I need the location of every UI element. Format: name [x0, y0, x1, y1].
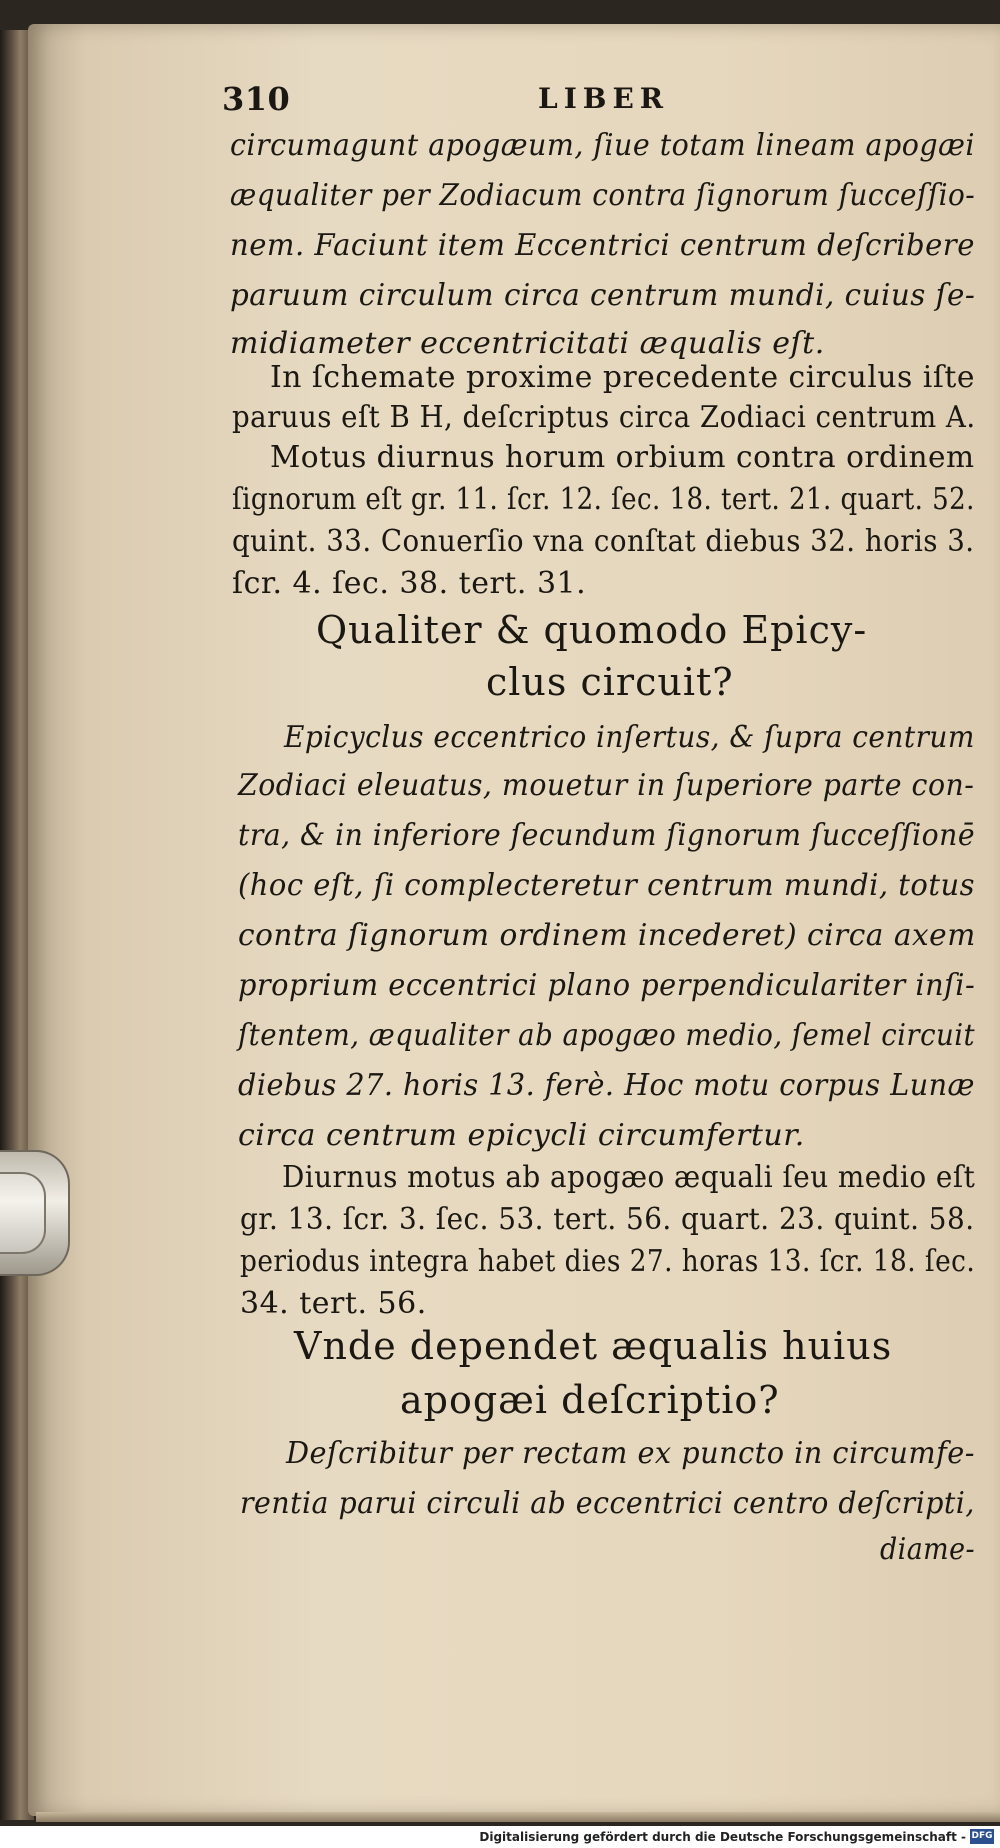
text-line: contra ſignorum ordinem incederet) circa axem: [238, 918, 976, 953]
section-heading: Vnde dependet æqualis huius: [294, 1324, 893, 1368]
section-heading: apogæi deſcriptio?: [400, 1378, 780, 1422]
text-line: 34. tert. 56.: [240, 1286, 427, 1321]
text-line: rentia parui circuli ab eccentrici centro deſcripti,: [240, 1486, 975, 1521]
text-line: quint. 33. Conuerſio vna conſtat diebus 32. horis 3.: [232, 524, 975, 559]
section-heading: Qualiter & quomodo Epicy-: [316, 608, 868, 652]
text-line: tra, & in inferiore ſecundum ſignorum ſucceſſionē: [238, 818, 976, 853]
text-line: gr. 13. ſcr. 3. ſec. 53. tert. 56. quart. 23. quint. 58.: [240, 1202, 975, 1237]
text-line: circa centrum epicycli circumfertur.: [238, 1118, 805, 1153]
text-line: proprium eccentrici plano perpendiculariter inſi-: [238, 968, 976, 1003]
text-line: Motus diurnus horum orbium contra ordinem: [270, 440, 975, 475]
text-line: Deſcribitur per rectam ex puncto in circumfe-: [286, 1436, 975, 1471]
text-line: periodus integra habet dies 27. horas 13. ſcr. 18. ſec.: [240, 1244, 976, 1279]
text-line: paruum circulum circa centrum mundi, cuius ſe-: [230, 278, 976, 313]
text-line: circumagunt apogæum, ſiue totam lineam apogæi: [230, 128, 975, 163]
text-line: Diurnus motus ab apogæo æquali ſeu medio eſt: [282, 1160, 976, 1195]
text-line: diebus 27. horis 13. ferè. Hoc motu corpus Lunæ: [238, 1068, 975, 1103]
digitization-credit: Digitalisierung gefördert durch die Deutsche Forschungsgemeinschaft -: [479, 1830, 966, 1844]
text-line: nem. Faciunt item Eccentrici centrum deſcribere: [230, 228, 975, 263]
text-line: ſignorum eſt gr. 11. ſcr. 12. ſec. 18. tert. 21. quart. 52.: [232, 482, 975, 517]
dfg-logo-icon: DFG: [970, 1829, 994, 1844]
section-heading: clus circuit?: [486, 660, 734, 704]
text-line: paruus eſt B H, deſcriptus circa Zodiaci centrum A.: [232, 400, 976, 435]
text-line: midiameter eccentricitati æqualis eſt.: [230, 326, 825, 361]
text-line: (hoc eſt, ſi complecteretur centrum mundi, totus: [238, 868, 975, 903]
running-title: LIBER: [538, 82, 670, 115]
text-line: æqualiter per Zodiacum contra ſignorum ſucceſſio-: [230, 178, 976, 213]
text-line: Epicyclus eccentrico inſertus, & ſupra centrum: [284, 720, 975, 755]
catchword: diame-: [880, 1532, 976, 1567]
text-line: ſcr. 4. ſec. 38. tert. 31.: [232, 566, 587, 601]
text-line: In ſchemate proxime precedente circulus iſte: [270, 360, 975, 395]
text-line: Zodiaci eleuatus, mouetur in ſuperiore parte con-: [238, 768, 975, 803]
page-number: 310: [222, 80, 291, 118]
text-line: ſtentem, æqualiter ab apogæo medio, ſemel circuit: [238, 1018, 976, 1053]
